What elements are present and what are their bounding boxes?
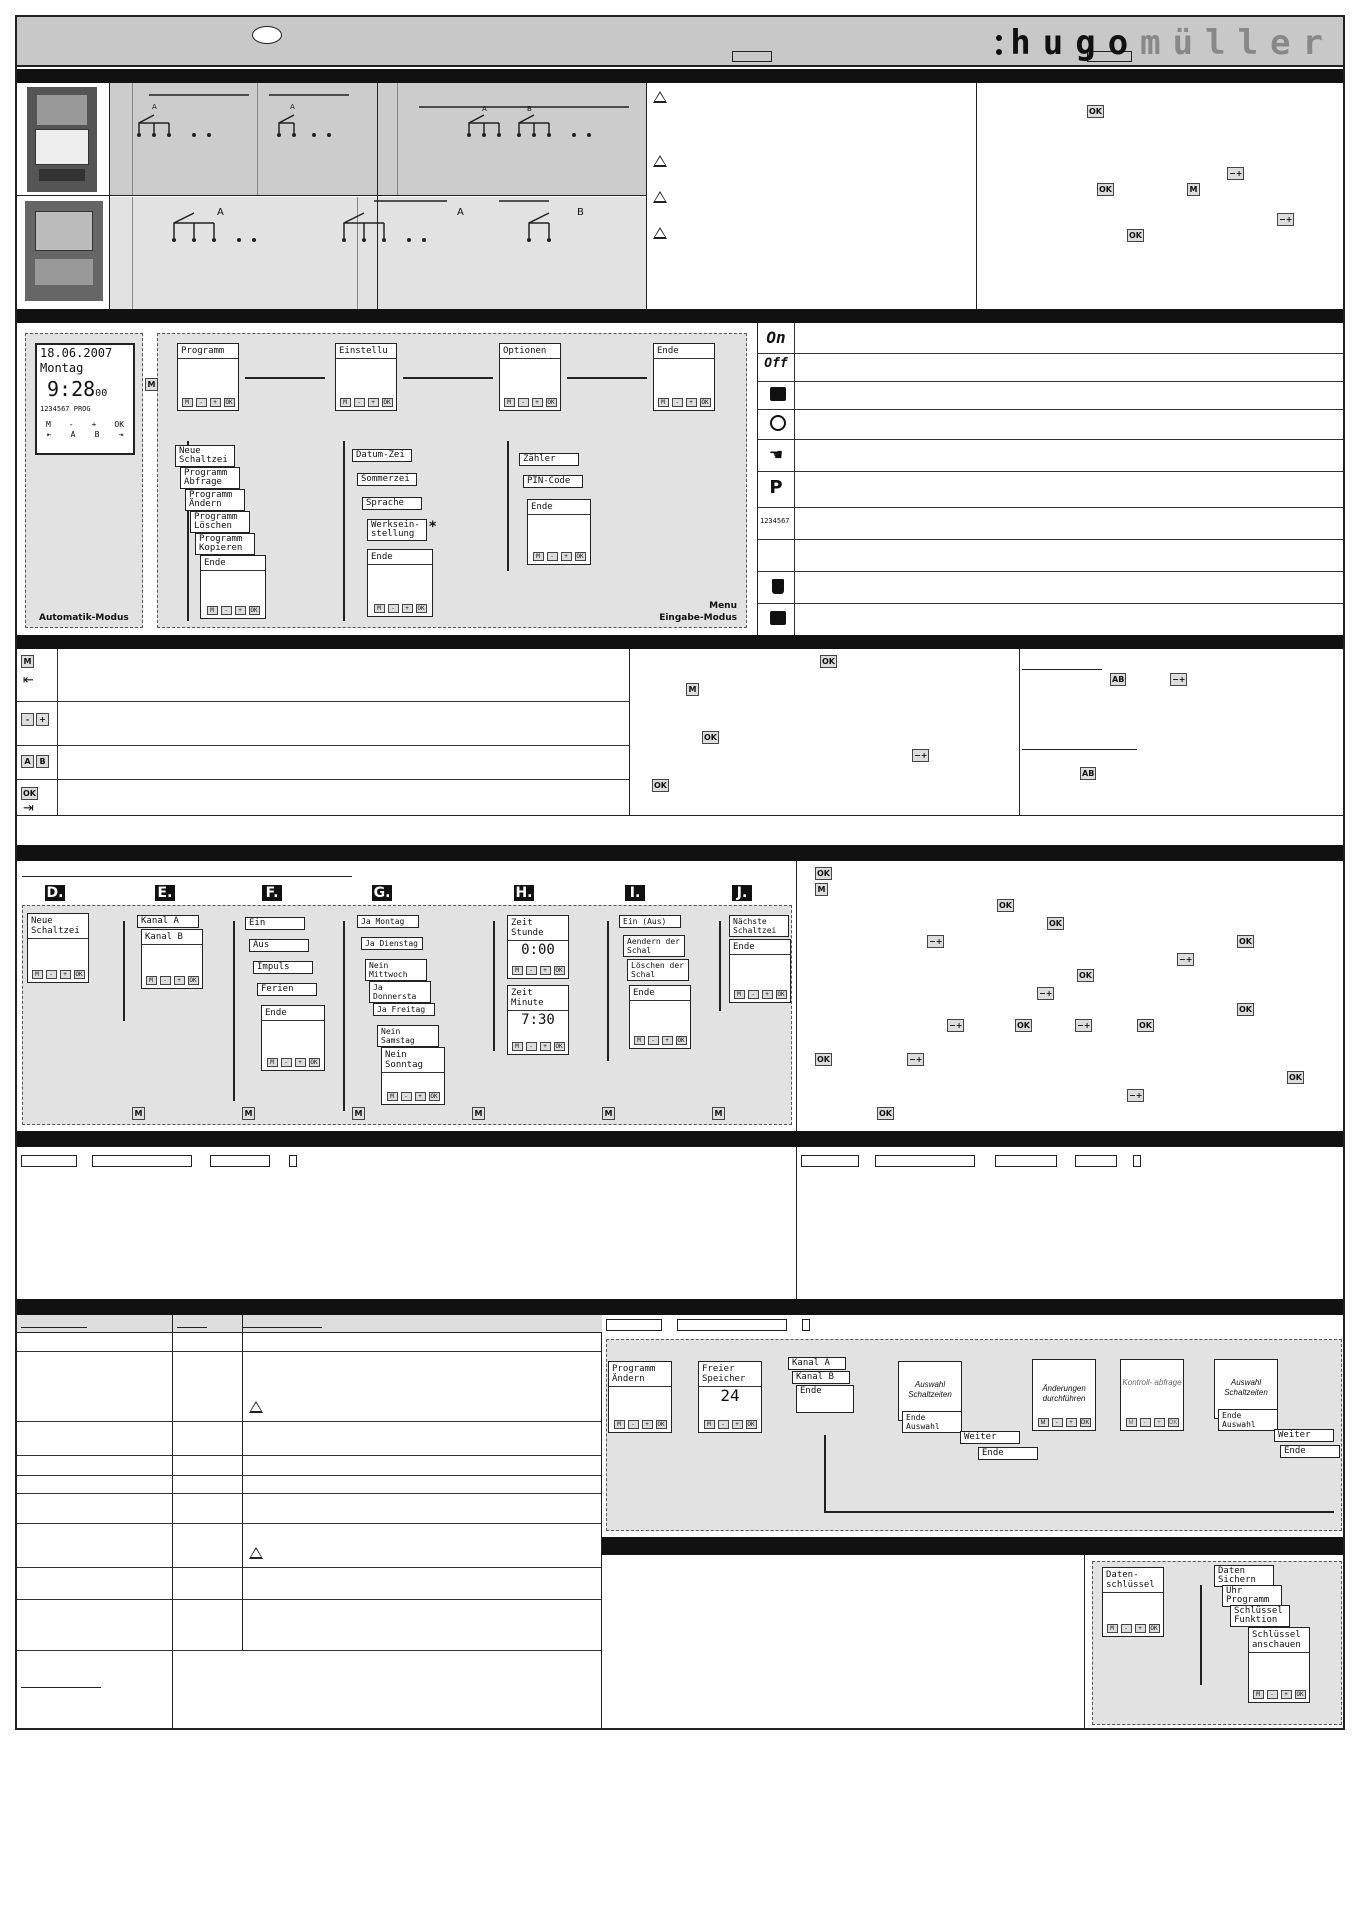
ok-key-icon: OK — [1099, 185, 1112, 194]
flow-aenderungen[interactable]: Änderungen durchführen M - + OK — [1032, 1359, 1096, 1431]
brand-logo — [996, 23, 1335, 63]
step-f-aus[interactable]: Aus — [249, 939, 309, 952]
suitcase-icon — [770, 387, 786, 401]
step-d-screen[interactable]: Neue Schaltzei M - + OK — [27, 913, 89, 983]
ok-key-icon: OK — [999, 901, 1012, 910]
header-bar — [17, 17, 1345, 67]
m-back-key-icon: M — [712, 1107, 725, 1120]
menu-screen-einstellung[interactable]: Einstellu M - + OK — [335, 343, 397, 411]
header-oval — [252, 26, 282, 44]
warning-icon — [653, 155, 667, 167]
m-key-icon: M — [21, 655, 34, 668]
flow-auswahl-schaltzeiten[interactable]: Auswahl Schaltzeiten — [898, 1361, 962, 1421]
logo-text-dark: hugo — [1010, 23, 1141, 63]
warning-icon — [249, 1401, 263, 1413]
submenu-ende[interactable]: Ende M - + OK — [200, 555, 266, 619]
channel-notes — [1020, 649, 1345, 815]
display-keys: M - + OK — [45, 420, 125, 429]
query-section — [17, 1147, 797, 1299]
step-i-loeschen[interactable]: Löschen der Schal — [627, 959, 689, 981]
m-key-icon: M — [815, 883, 828, 896]
menu-diagram — [17, 323, 757, 635]
minus-plus-key-icon: −+ — [909, 1055, 923, 1064]
ok-key-icon: OK — [1239, 937, 1252, 946]
step-letter-e: E. — [155, 885, 175, 901]
section-bar-6 — [17, 1299, 1345, 1315]
wiring-label-a: A — [152, 103, 157, 111]
ab-key-icon: AB — [1112, 675, 1125, 684]
submenu-programm-abfrage[interactable]: Programm Abfrage — [180, 467, 240, 489]
step-letter-d: D. — [46, 885, 64, 901]
submenu-werkseinstellung[interactable]: Werksein- stellung — [367, 519, 427, 541]
step-f-ein[interactable]: Ein — [245, 917, 305, 930]
warning-icon — [653, 191, 667, 203]
warning-icon — [653, 91, 667, 103]
m-key-icon: M — [686, 683, 699, 696]
warning-icon — [653, 227, 667, 239]
ok-key-icon: OK — [822, 657, 835, 666]
minus-plus-key-icon: −+ — [1279, 215, 1293, 224]
ok-key-icon: OK — [704, 733, 717, 742]
weekdays-icon: 1234567 — [760, 517, 790, 525]
section-bar-2 — [17, 309, 1345, 323]
flow-ende-auswahl-2[interactable]: Ende Auswahl — [1218, 1409, 1278, 1431]
submenu-sommerzeit[interactable]: Sommerzei — [357, 473, 417, 486]
logo-mark-icon — [996, 35, 1002, 55]
change-flow — [602, 1315, 1345, 1537]
ok-key-icon: OK — [817, 869, 830, 878]
section-bar-4 — [17, 845, 1345, 861]
p-icon: P — [769, 477, 783, 498]
ok-key-icon: OK — [1289, 1073, 1302, 1082]
step-f-impuls[interactable]: Impuls — [253, 961, 313, 974]
display-date: 18.06.2007 — [40, 346, 113, 360]
ok-key-icon: OK — [817, 1055, 830, 1064]
data-key-uhr-programm[interactable]: Uhr Programm — [1222, 1585, 1282, 1607]
auto-mode-label: Automatik-Modus — [39, 613, 129, 623]
wiring-label-b: B — [527, 105, 532, 113]
symbols-legend — [757, 323, 1345, 635]
step-j-naechste[interactable]: Nächste Schaltzei — [729, 915, 789, 937]
minus-plus-key-icon: −+ — [1229, 169, 1243, 178]
submenu-programm-kopieren[interactable]: Programm Kopieren — [195, 533, 255, 555]
minus-plus-key-icon: −+ — [1172, 675, 1186, 684]
display-day: Montag — [40, 361, 84, 375]
wiring-row2-label-a2: A — [457, 207, 464, 218]
m-back-key-icon: M — [352, 1107, 365, 1120]
ok-key-icon: OK — [23, 789, 36, 798]
flow-kontrollabfrage[interactable]: Kontroll- abfrage M - + OK — [1120, 1359, 1184, 1431]
flow-ende-3[interactable]: Ende — [1280, 1445, 1340, 1458]
wiring-row2-label-a: A — [217, 207, 224, 218]
section-bar-3 — [17, 635, 1345, 649]
plus-key-icon: + — [36, 713, 49, 726]
step-letter-h: H. — [515, 885, 533, 901]
minus-plus-key-icon: −+ — [929, 937, 943, 946]
wiring-section — [17, 83, 647, 309]
step-h-minute[interactable]: Zeit Minute 7:30 M - + OK — [507, 985, 569, 1055]
submenu-datum-zeit[interactable]: Datum-Zei — [352, 449, 412, 462]
step-letter-i: I. — [625, 885, 645, 901]
m-key-icon: M — [1187, 183, 1200, 196]
ok-key-icon: OK — [1079, 971, 1092, 980]
section-bar-5 — [17, 1131, 1345, 1147]
step-g-donnerstag[interactable]: Ja Donnersta — [369, 981, 431, 1003]
submenu-pin-code[interactable]: PIN-Code — [523, 475, 583, 488]
data-key-sichern[interactable]: Daten Sichern — [1214, 1565, 1274, 1587]
step-e-kanal-b[interactable]: Kanal B M - + OK — [141, 929, 203, 989]
programming-steps — [17, 861, 797, 1131]
data-key-section — [602, 1555, 1345, 1730]
display-time: 9:2800 — [47, 377, 108, 401]
flow-weiter-2[interactable]: Weiter — [1274, 1429, 1334, 1442]
m-back-key-icon: M — [472, 1107, 485, 1120]
minus-plus-key-icon: −+ — [1179, 955, 1193, 964]
off-icon: Off — [764, 356, 788, 371]
ok-key-icon: OK — [1017, 1021, 1030, 1030]
section-bar-1 — [17, 69, 1345, 83]
step-h-stunde[interactable]: Zeit Stunde 0:00 M - + OK — [507, 915, 569, 979]
step-e-kanal-a[interactable]: Kanal A — [137, 915, 199, 928]
bin-icon — [772, 579, 784, 594]
submenu-ende-3[interactable]: Ende M - + OK — [527, 499, 591, 565]
ok-key-icon: OK — [1089, 107, 1102, 116]
flow-ende-auswahl[interactable]: Ende Auswahl — [902, 1411, 962, 1433]
step-g-freitag[interactable]: Ja Freitag — [373, 1003, 435, 1016]
header-box-1 — [732, 51, 772, 62]
m-key-icon: M — [145, 378, 158, 391]
ok-key-icon: OK — [654, 781, 667, 790]
wiring-label-a3: A — [482, 105, 487, 113]
programming-notes — [797, 861, 1345, 1131]
step-i-ende[interactable]: Ende M - + OK — [629, 985, 691, 1049]
ok-key-icon: OK — [1049, 919, 1062, 928]
logo-text-light: müller — [1140, 23, 1335, 63]
m-back-key-icon: M — [602, 1107, 615, 1120]
wiring-row2-label-b: B — [577, 207, 584, 218]
step-i-ein-aus[interactable]: Ein (Aus) — [619, 915, 681, 928]
data-key-screen[interactable]: Daten- schlüssel M - + OK — [1102, 1567, 1164, 1637]
display-sub-keys: ⇤ A B ⇥ — [46, 430, 124, 439]
step-j-ende[interactable]: Ende M - + OK — [729, 939, 791, 1003]
minus-plus-key-icon: −+ — [914, 751, 928, 760]
lock-icon — [770, 611, 786, 625]
flow-kanal-a[interactable]: Kanal A — [788, 1357, 846, 1370]
eingabe-label: Eingabe-Modus — [659, 613, 737, 623]
step-g-sonntag[interactable]: Nein Sonntag M - + OK — [381, 1047, 445, 1105]
minus-key-icon: - — [21, 713, 34, 726]
step-f-ferien[interactable]: Ferien — [257, 983, 317, 996]
menu-label: Menu — [709, 601, 737, 611]
device-display — [35, 343, 135, 455]
menu-screen-optionen[interactable]: Optionen M - + OK — [499, 343, 561, 411]
step-f-ende[interactable]: Ende M - + OK — [261, 1005, 325, 1071]
hand-icon: ☚ — [768, 445, 784, 464]
submenu-neue-schaltzeit[interactable]: Neue Schaltzei — [175, 445, 235, 467]
ab-key-icon: AB — [1082, 769, 1095, 778]
step-g-mittwoch[interactable]: Nein Mittwoch — [365, 959, 427, 981]
flow-kanal-b[interactable]: Kanal B — [792, 1371, 850, 1384]
ok-key-icon: OK — [1129, 231, 1142, 240]
key-legend — [17, 649, 630, 815]
flow-ende[interactable]: Ende — [796, 1385, 854, 1413]
flow-freier-speicher[interactable]: Freier Speicher 24 M - + OK — [698, 1361, 762, 1433]
device-photo-panel — [25, 201, 103, 301]
fault-table — [17, 1315, 602, 1730]
minus-plus-key-icon: −+ — [1129, 1091, 1143, 1100]
key-notes — [630, 649, 1020, 815]
ok-key-icon: OK — [879, 1109, 892, 1118]
instruction-sheet — [15, 15, 1345, 1730]
section-bar-7 — [602, 1537, 1345, 1555]
keys-column — [977, 83, 1345, 309]
delete-section — [797, 1147, 1345, 1299]
m-back-key-icon: M — [132, 1107, 145, 1120]
wiring-label-a2: A — [290, 103, 295, 111]
submenu-programm-loeschen[interactable]: Programm Löschen — [190, 511, 250, 533]
ok-key-icon: OK — [1239, 1005, 1252, 1014]
device-photo-din — [27, 87, 97, 192]
step-letter-j: J. — [732, 885, 752, 901]
a-key-icon: A — [21, 755, 34, 768]
warning-icon — [249, 1547, 263, 1559]
flow-ende-2[interactable]: Ende — [978, 1447, 1038, 1460]
forward-arrow-icon: ⇥ — [23, 801, 34, 816]
data-key-anschauen[interactable]: Schlüssel anschauen M - + OK — [1248, 1627, 1310, 1703]
menu-screen-ende[interactable]: Ende M - + OK — [653, 343, 715, 411]
data-key-funktion[interactable]: Schlüssel Funktion — [1230, 1605, 1290, 1627]
submenu-programm-aendern[interactable]: Programm Ändern — [185, 489, 245, 511]
on-icon: On — [766, 328, 786, 347]
timer-icon — [770, 415, 786, 431]
step-g-montag[interactable]: Ja Montag — [357, 915, 419, 928]
display-days: 1234567 PROG — [40, 405, 91, 413]
flow-auswahl-schaltzeiten-2[interactable]: Auswahl Schaltzeiten — [1214, 1359, 1278, 1419]
minus-plus-key-icon: −+ — [1039, 989, 1053, 998]
submenu-ende-2[interactable]: Ende M - + OK — [367, 549, 433, 617]
step-letter-f: F. — [262, 885, 282, 901]
b-key-icon: B — [36, 755, 49, 768]
step-letter-g: G. — [373, 885, 391, 901]
submenu-zaehler[interactable]: Zähler — [519, 453, 579, 466]
step-g-samstag[interactable]: Nein Samstag — [377, 1025, 439, 1047]
flow-weiter[interactable]: Weiter — [960, 1431, 1020, 1444]
wiring-diagrams — [109, 83, 649, 309]
back-arrow-icon: ⇤ — [23, 673, 34, 688]
step-g-dienstag[interactable]: Ja Dienstag — [361, 937, 423, 950]
warnings-column — [647, 83, 977, 309]
minus-plus-key-icon: −+ — [1077, 1021, 1091, 1030]
m-back-key-icon: M — [242, 1107, 255, 1120]
footnote-star: * — [429, 519, 437, 535]
ok-key-icon: OK — [1139, 1021, 1152, 1030]
submenu-sprache[interactable]: Sprache — [362, 497, 422, 510]
flow-programm-aendern[interactable]: Programm Ändern M - + OK — [608, 1361, 672, 1433]
minus-plus-key-icon: −+ — [949, 1021, 963, 1030]
step-i-aendern[interactable]: Aendern der Schal — [623, 935, 685, 957]
menu-screen-programm[interactable]: Programm M - + OK — [177, 343, 239, 411]
